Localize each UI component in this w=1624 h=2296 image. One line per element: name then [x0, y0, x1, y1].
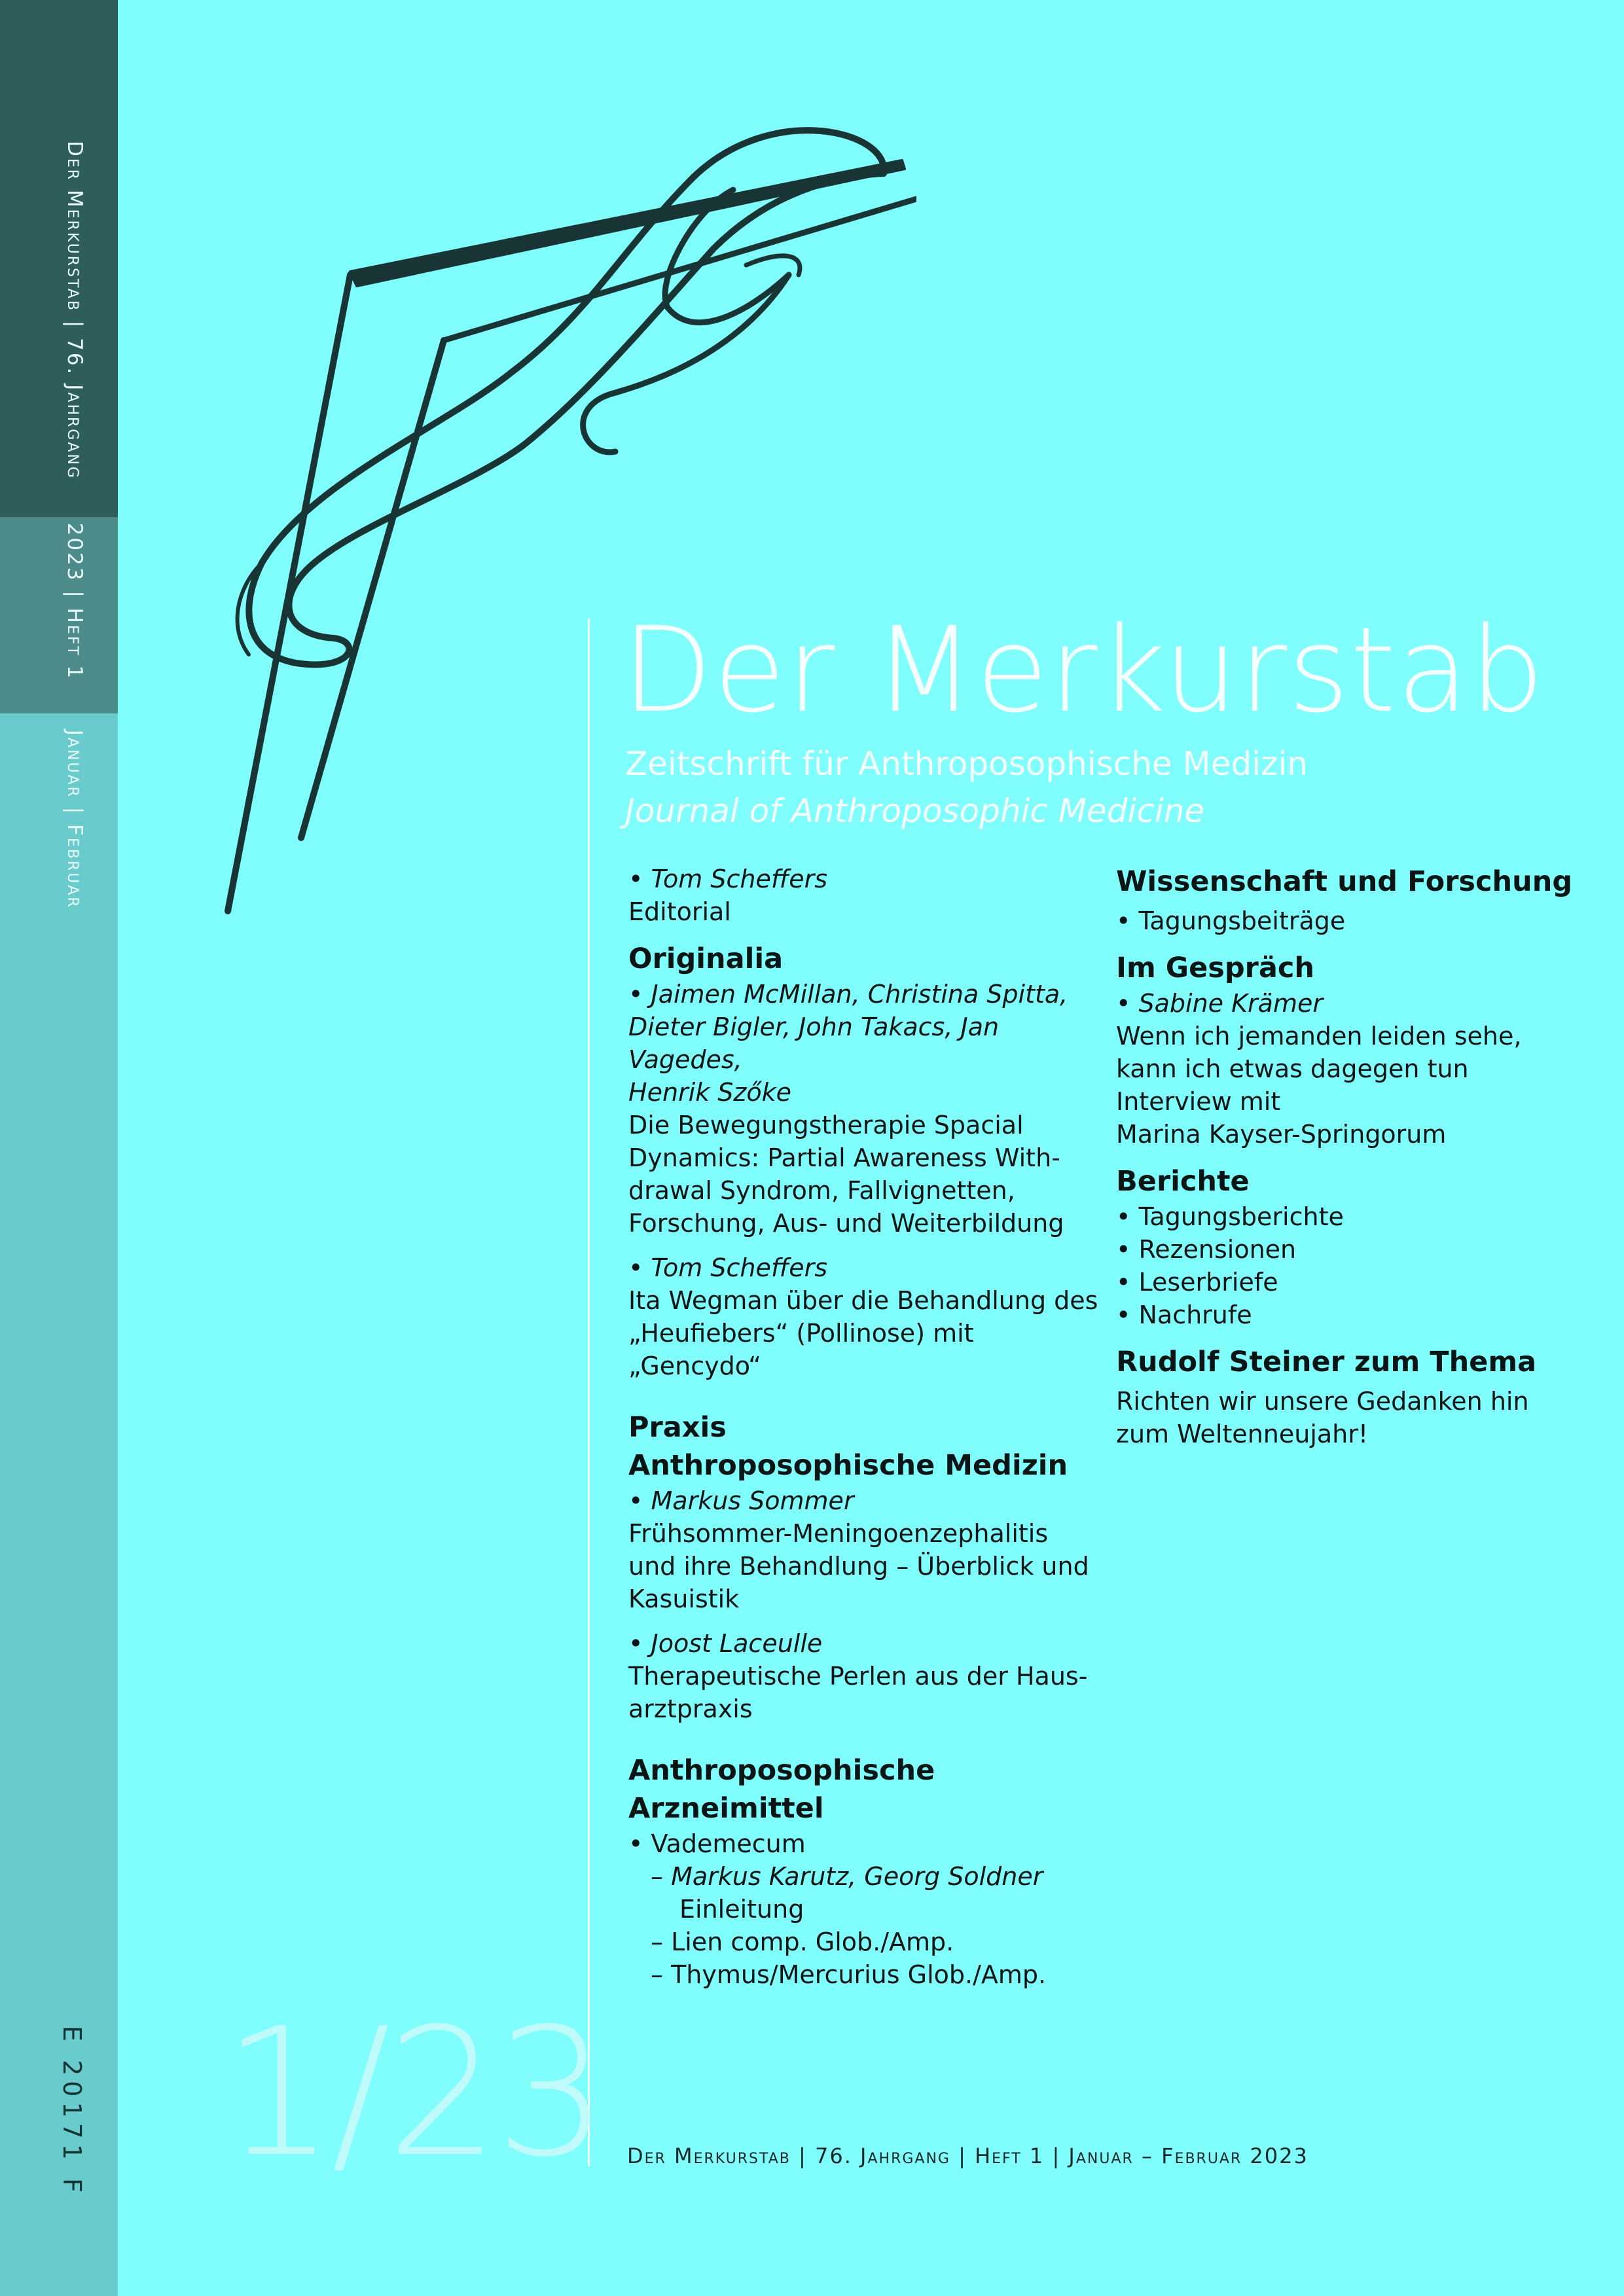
- entry-author: • Markus Sommer: [628, 1486, 854, 1515]
- entry-title-line: Forschung, Aus- und Weiterbildung: [628, 1209, 1064, 1238]
- entry-title-line: Ita Wegman über die Behandlung des: [628, 1286, 1098, 1315]
- journal-subtitle-de: Zeitschrift für Anthroposophische Medizin: [625, 745, 1308, 783]
- entry-item: • Tagungsberichte: [1116, 1202, 1344, 1231]
- entry-title-line: drawal Syndrom, Fallvignetten,: [628, 1176, 1015, 1205]
- entry-item: • Rezensionen: [1116, 1235, 1297, 1264]
- section-heading-praxis: [628, 1408, 1100, 1484]
- spine-journal: Der Merkurstab: [63, 141, 86, 312]
- entry-title-line: Richten wir unsere Gedanken hin: [1116, 1387, 1529, 1416]
- entry-title-line: zum Weltenneujahr!: [1116, 1420, 1369, 1448]
- entry-title-line: Therapeutische Perlen aus der Haus-: [628, 1662, 1088, 1691]
- entry-title-line: Wenn ich jemanden leiden sehe,: [1116, 1022, 1522, 1050]
- section-heading-steiner: Rudolf Steiner zum Thema: [1116, 1346, 1537, 1378]
- entry-author: • Sabine Krämer: [1116, 989, 1323, 1018]
- entry-title-line: Kasuistik: [628, 1585, 740, 1613]
- entry-author: • Tom Scheffers: [628, 1253, 828, 1282]
- praxis-entry-2: [628, 1627, 1100, 1725]
- contents-column-right: [1116, 863, 1587, 1462]
- section-heading-berichte: Berichte: [1116, 1165, 1250, 1198]
- section-heading-gespraech: Im Gespräch: [1116, 952, 1314, 984]
- spine-band-mid: [0, 517, 118, 713]
- praxis-entry-1: [628, 1484, 1100, 1615]
- entry-author: • Joost Laceulle: [628, 1629, 823, 1658]
- entry-title-line: Marina Kayser-Springorum: [1116, 1120, 1447, 1149]
- issue-number: 1/23: [223, 1990, 604, 2196]
- entry-author: Henrik Szőke: [628, 1078, 792, 1107]
- arzneimittel-entry: [628, 1827, 1100, 1991]
- journal-subtitle-en: Journal of Anthroposophic Medicine: [625, 792, 1205, 830]
- spine: [0, 0, 118, 2296]
- berichte-entry: [1116, 1200, 1587, 1331]
- entry-author: • Tom Scheffers: [628, 865, 828, 893]
- entry-author: Dieter Bigler, John Takacs, Jan Vagedes,: [628, 1013, 1000, 1074]
- spine-separator: |: [63, 590, 86, 600]
- entry-title-line: Frühsommer-Meningoenzephalitis: [628, 1519, 1049, 1548]
- journal-title: Der Merkurstab: [622, 602, 1545, 739]
- section-heading-line: Praxis: [628, 1411, 727, 1444]
- steiner-entry: [1116, 1385, 1587, 1450]
- vertical-rule: [588, 619, 590, 2166]
- entry-sub-title: Einleitung: [679, 1895, 804, 1924]
- entry-item: • Nachrufe: [1116, 1300, 1252, 1329]
- wissenschaft-entry: [1116, 905, 1587, 937]
- originalia-entry-1: [628, 978, 1100, 1240]
- spine-separator: |: [63, 320, 86, 330]
- entry-item: • Leserbriefe: [1116, 1268, 1278, 1297]
- entry-title-line: Dynamics: Partial Awareness With-: [628, 1143, 1060, 1172]
- entry-title-line: Die Bewegungstherapie Spacial: [628, 1111, 1024, 1139]
- entry-item: • Tagungsbeiträge: [1116, 906, 1346, 935]
- originalia-entry-2: [628, 1251, 1100, 1382]
- section-heading-originalia: Originalia: [628, 942, 784, 975]
- spine-months: Januar | Februar: [63, 729, 86, 909]
- section-heading-arzneimittel: Anthroposophische Arzneimittel: [628, 1754, 935, 1825]
- entry-title-line: „Heufiebers“ (Pollinose) mit „Gencydo“: [628, 1319, 974, 1380]
- entry-sub-author: – Markus Karutz, Georg Soldner: [651, 1862, 1043, 1891]
- entry-sub-item: – Lien comp. Glob./Amp.: [651, 1928, 954, 1956]
- entry-title: Editorial: [628, 897, 731, 926]
- contents-column-left: [628, 863, 1100, 2003]
- entry-author: • Jaimen McMillan, Christina Spitta,: [628, 980, 1068, 1009]
- editorial-entry: [628, 863, 1100, 928]
- entry-sub-item: – Thymus/Mercurius Glob./Amp.: [651, 1960, 1047, 1989]
- gespraech-entry: [1116, 987, 1587, 1151]
- entry-title-line: kann ich etwas dagegen tun: [1116, 1054, 1469, 1083]
- spine-band-dark: [0, 0, 118, 517]
- entry-title-line: und ihre Behandlung – Überblick und: [628, 1552, 1089, 1581]
- spine-issue: Heft 1: [63, 607, 86, 681]
- spine-volume: 76. Jahrgang: [63, 338, 86, 480]
- entry-item: • Vademecum: [628, 1829, 806, 1858]
- entry-title-line: Interview mit: [1116, 1087, 1281, 1116]
- spine-code: E 20171 F: [58, 2026, 86, 2198]
- spine-year: 2023: [63, 522, 86, 583]
- spine-text: [63, 141, 86, 909]
- entry-title-line: arztpraxis: [628, 1695, 753, 1723]
- section-heading-wissenschaft: Wissenschaft und Forschung: [1116, 865, 1573, 898]
- section-heading-line: Anthroposophische Medizin: [628, 1449, 1068, 1482]
- footer-imprint: Der Merkurstab | 76. Jahrgang | Heft 1 | Januar – Februar 2023: [627, 2144, 1308, 2168]
